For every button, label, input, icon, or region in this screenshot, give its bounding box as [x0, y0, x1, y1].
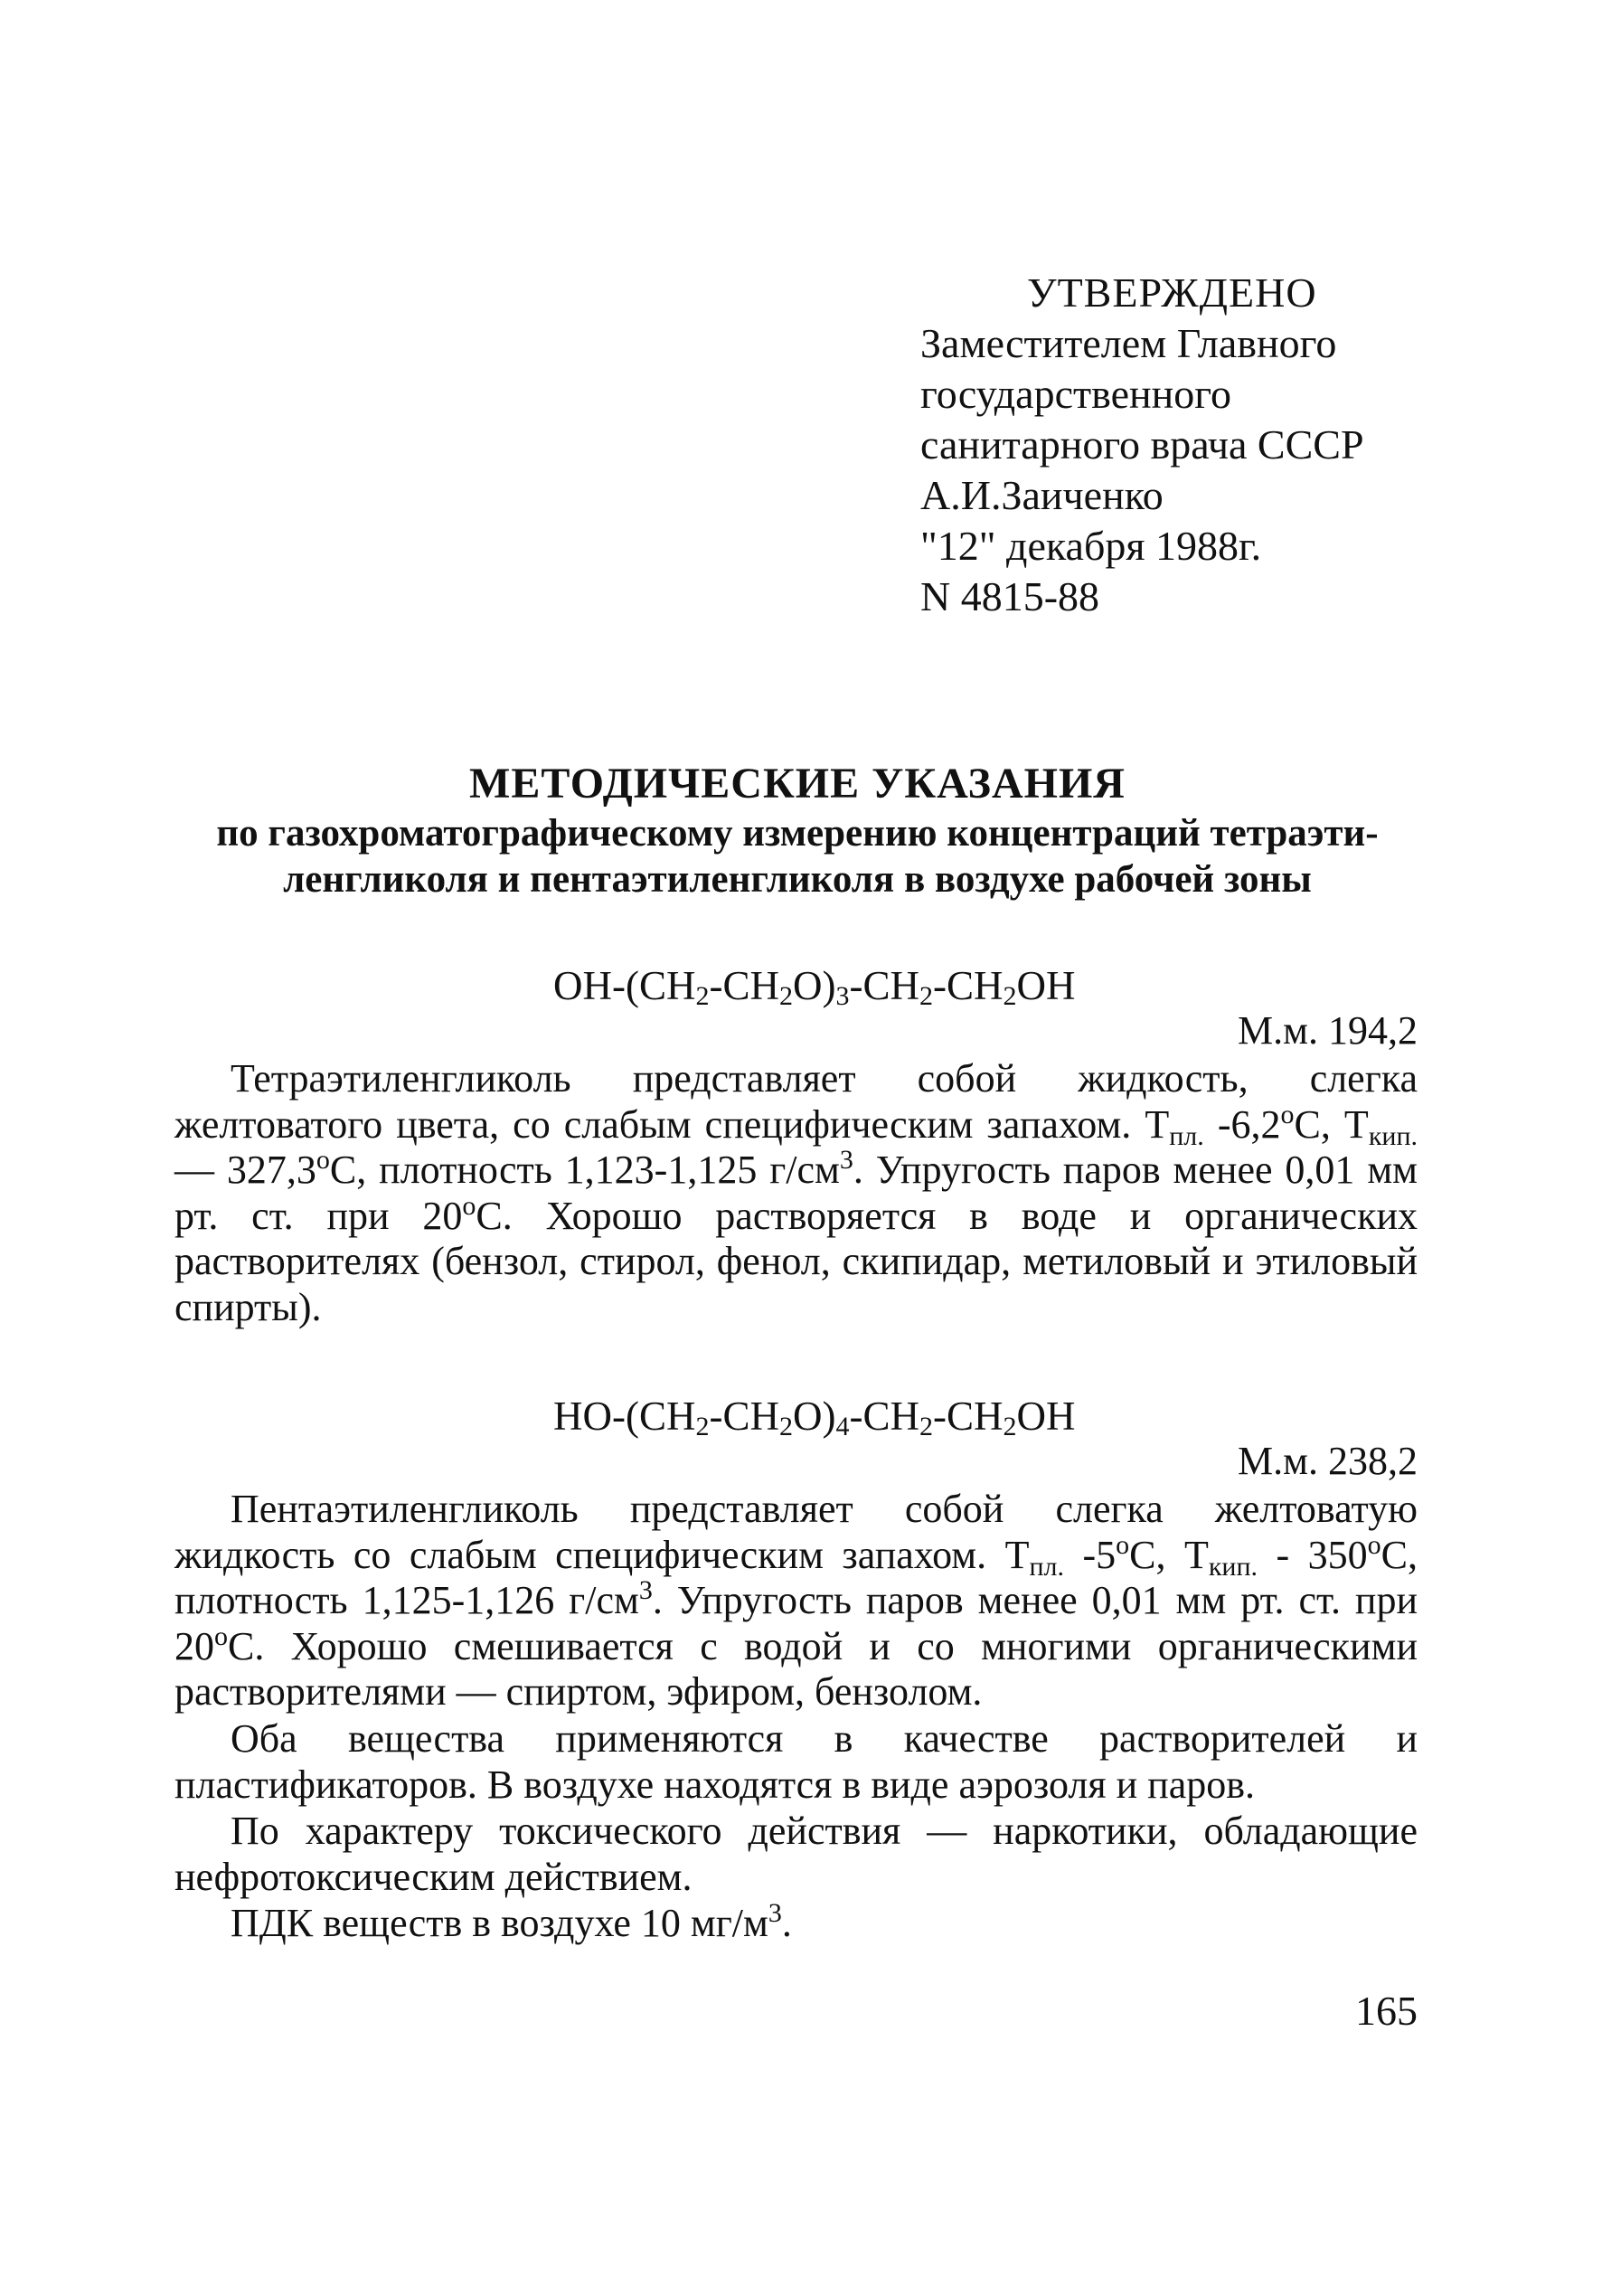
- molecular-mass-1: М.м. 194,2: [1238, 1008, 1418, 1053]
- approval-block: [920, 268, 1499, 622]
- title-sub-line: по газохроматографическому измерению концентраций тетраэти-: [216, 812, 1379, 855]
- paragraph-usage: Оба вещества применяются в качестве растворителей и пластификаторов. В воздухе находятся в виде аэрозоля и паров.: [174, 1716, 1418, 1807]
- approval-line: государственного: [920, 371, 1231, 417]
- approval-date: "12" декабря 1988г.: [920, 523, 1262, 569]
- description-pentaethylene-glycol: Пентаэтиленгликоль представляет собой слегка желтоватую жидкость со слабым специфическим запахом. $Т_{пл.}$ $-5^оС$, $Т_{кип.} - 350^оС$, плотность 1,125-1,126 $г/см^3$. Упругость паров менее 0,01 мм рт. ст. при $20^оС$. Хорошо смешивается с водой и со многими органическими растворителями — спиртом, эфиром, бензолом.: [174, 1487, 1418, 1714]
- paragraph-pdk: ПДК веществ в воздухе 10 $мг/м^3$.: [231, 1898, 792, 1945]
- paragraph-toxicity: По характеру токсического действия — наркотики, обладающие нефротоксическим действием.: [174, 1809, 1418, 1899]
- approval-line: Заместителем Главного: [920, 320, 1337, 366]
- approval-heading: УТВЕРЖДЕНО: [1027, 269, 1317, 316]
- title-sub-line: ленгликоля и пентаэтиленгликоля в воздухе рабочей зоны: [283, 858, 1312, 901]
- formula-pentaethylene-glycol: $HO-(CH_2-CH_2O)_4-CH_2-CH_2OH$: [553, 1394, 1076, 1441]
- title-main: МЕТОДИЧЕСКИЕ УКАЗАНИЯ: [469, 760, 1126, 808]
- description-tetraethylene-glycol: Тетраэтиленгликоль представляет собой жидкость, слегка желтоватого цвета, со слабым специфическим запахом. $Т_{пл.}$ $-6,2^оС$, $Т_{кип.}$ — $327,3^оС$, плотность 1,123-1,125 $г/см^3$. Упругость паров менее 0,01 мм рт. ст. при $20^оС$. Хорошо растворяется в воде и органических растворителях (бензол, стирол, фенол, скипидар, метиловый и этиловый спирты).: [174, 1056, 1418, 1329]
- page-number: 165: [1355, 1988, 1418, 2034]
- molecular-mass-2: М.м. 238,2: [1238, 1439, 1418, 1483]
- approval-line: санитарного врача СССР: [920, 421, 1364, 468]
- approval-line: А.И.Заиченко: [920, 472, 1164, 518]
- formula-tetraethylene-glycol: $OH-(CH_2-CH_2O)_3-CH_2-CH_2OH$: [553, 963, 1076, 1011]
- document-title: [177, 758, 1418, 902]
- approval-number: N 4815-88: [920, 573, 1100, 619]
